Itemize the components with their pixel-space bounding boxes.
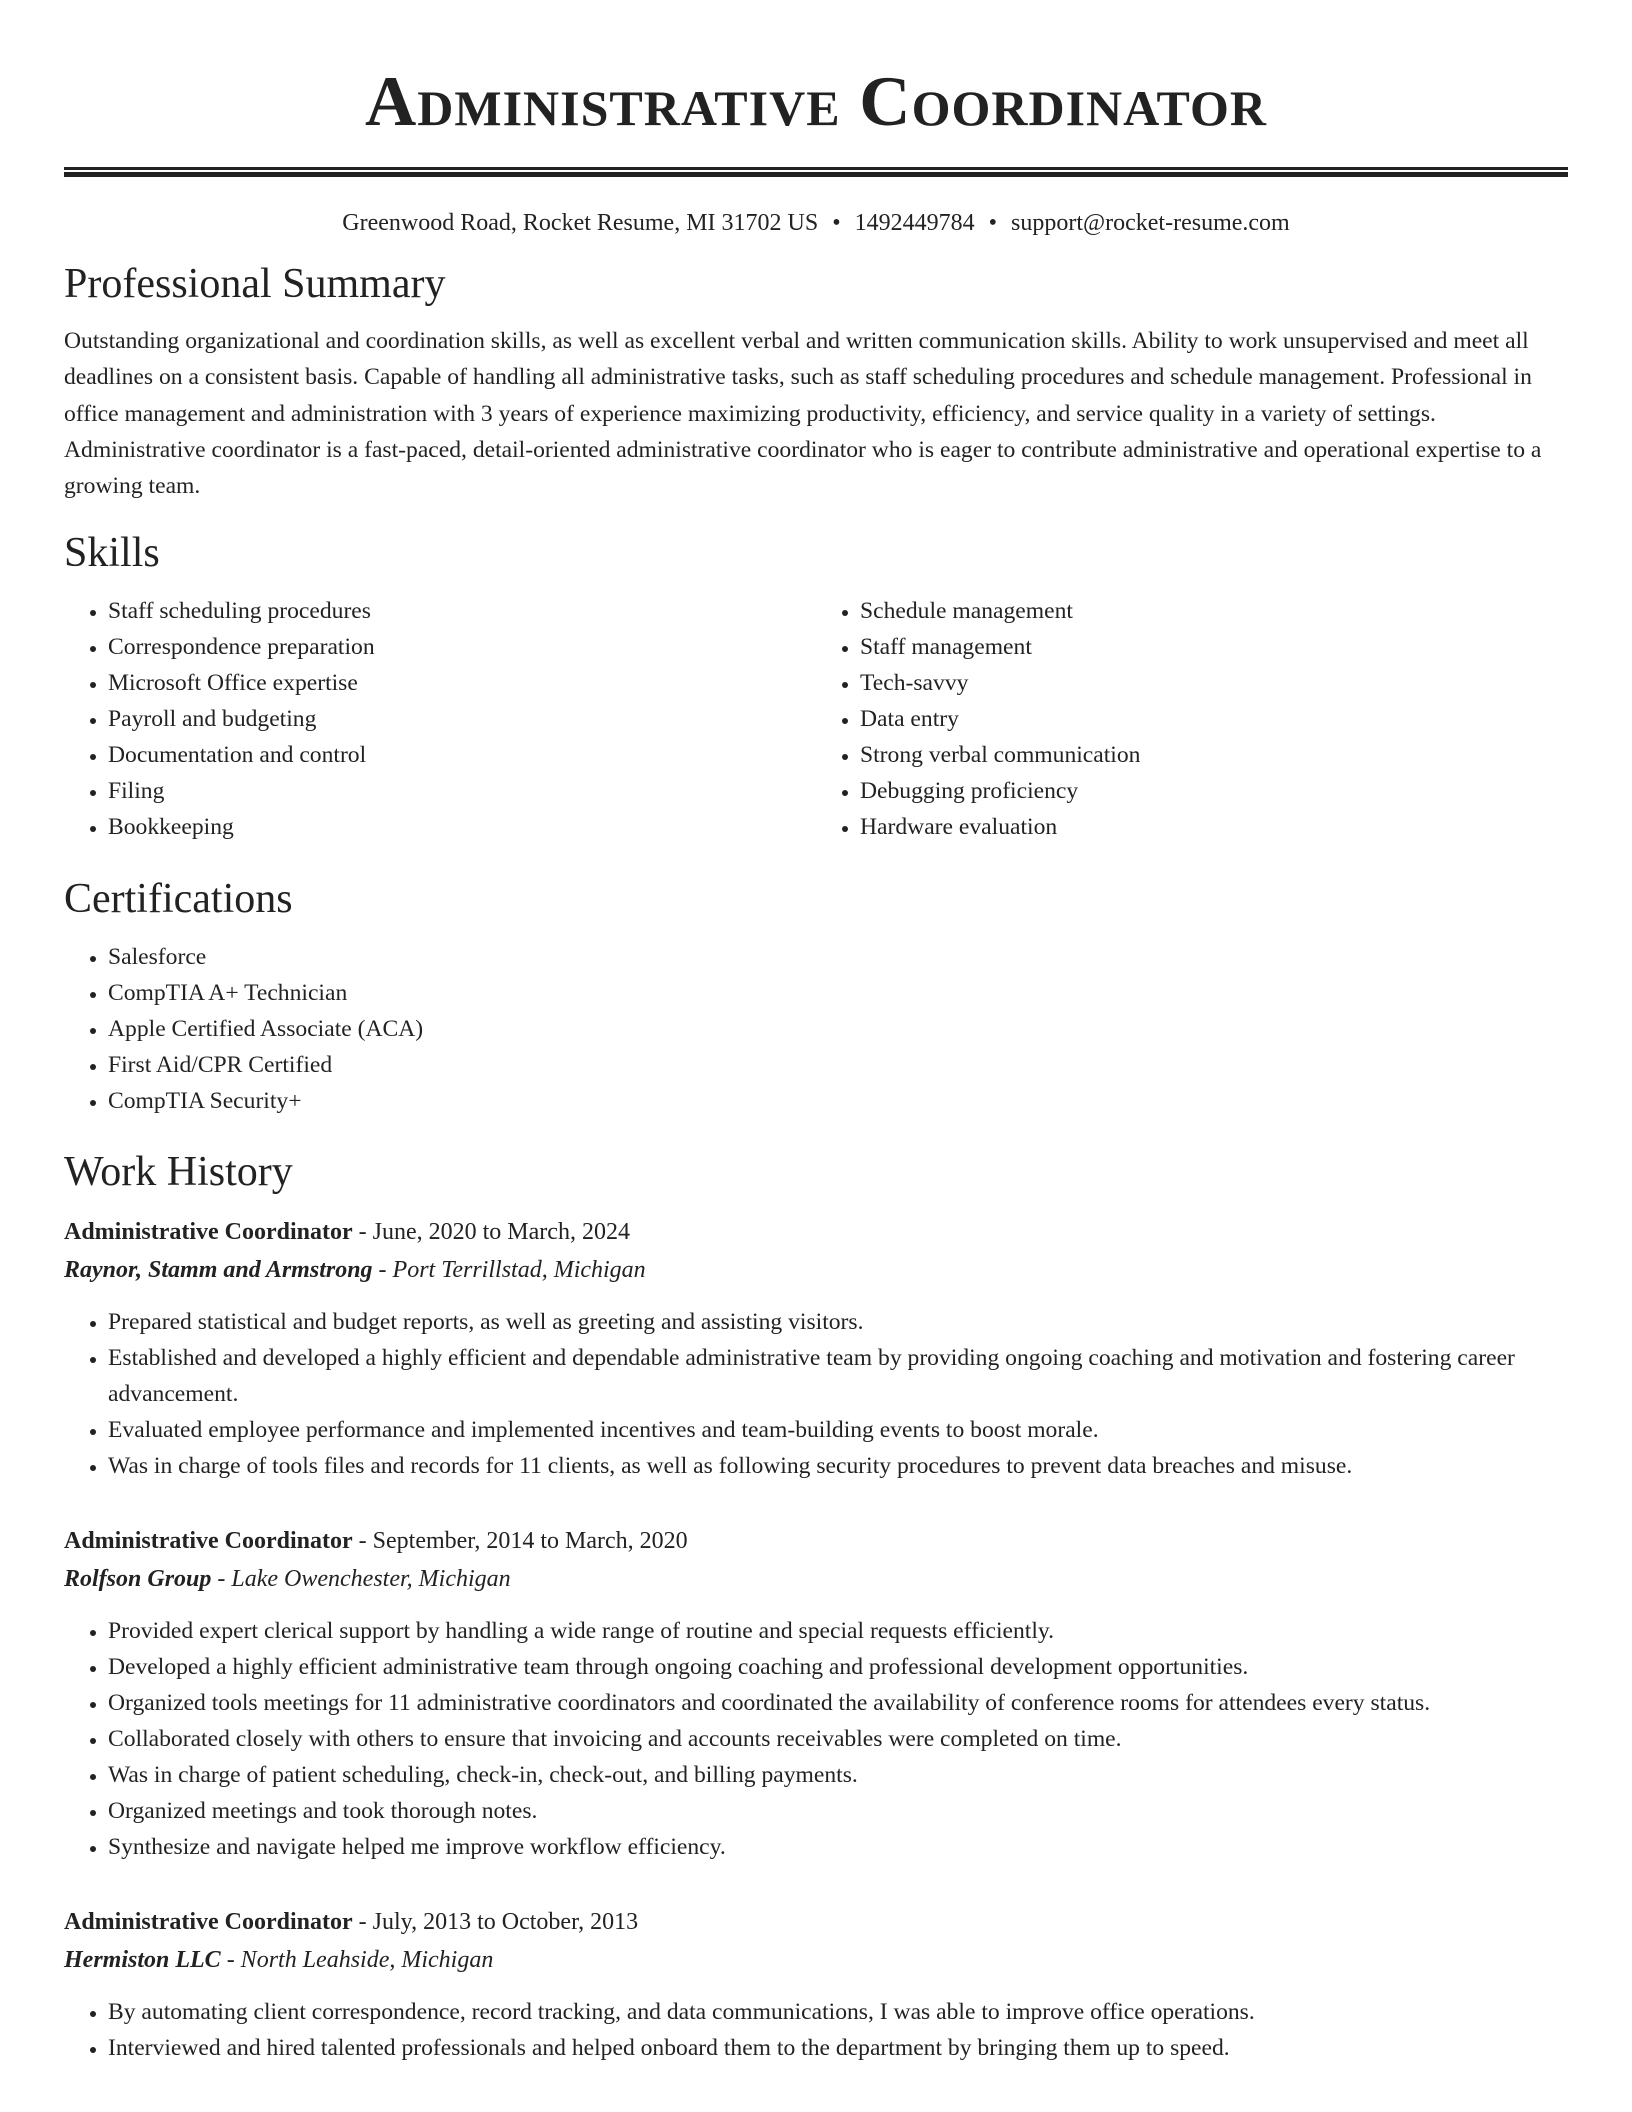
job-duties-list [64,1304,1568,1484]
job-duty: • Provided expert clerical support by handling a wide range of routine and special requests efficiently. [108,1613,1568,1649]
job-duties-list [64,1994,1568,2066]
certification-item: • Apple Certified Associate (ACA) [108,1011,1568,1047]
job-duty: • Synthesize and navigate helped me improve workflow efficiency. [108,1829,1568,1865]
skill-item: • Strong verbal communication [860,737,1568,773]
skill-item: • Documentation and control [108,737,816,773]
job-duties-list [64,1613,1568,1865]
job-company-line [64,1941,1568,1979]
job-location: - Lake Owenchester, Michigan [211,1566,511,1593]
contact-line [64,207,1568,239]
certification-item: • CompTIA A+ Technician [108,975,1568,1011]
skill-item: • Filing [108,773,816,809]
skill-item: • Data entry [860,701,1568,737]
skill-item: • Correspondence preparation [108,629,816,665]
skill-item: • Bookkeeping [108,809,816,845]
job-duty: • Was in charge of patient scheduling, check-in, check-out, and billing payments. [108,1757,1568,1793]
skills-list-left [64,593,816,845]
job-entry [64,1522,1568,1865]
job-company: Hermiston LLC [64,1947,221,1974]
certification-item: • First Aid/CPR Certified [108,1047,1568,1083]
work-history-heading: Work History [64,1149,293,1196]
job-role: Administrative Coordinator [64,1219,353,1246]
job-title-line [64,1903,1568,1941]
job-location: - North Leahside, Michigan [220,1947,494,1974]
summary-text: Outstanding organizational and coordination skills, as well as excellent verbal and written communication skills. Ability to work unsupervised and meet all deadlines on a consistent basis. Capable of handling all administrative tasks, such as staff scheduling procedures and schedule management. Professional in office management and administration with 3 years of experience maximizing productivity, efficiency, and service quality in a variety of settings. Administrative coordinator is a fast-paced, detail-oriented administrative coordinator who is eager to contribute administrative and operational expertise to a growing team. [64,328,1542,500]
skill-item: • Staff scheduling procedures [108,593,816,629]
resume-page [64,0,1568,2066]
contact-address: Greenwood Road, Rocket Resume, MI 31702 US [342,210,819,236]
job-entry [64,1213,1568,1484]
job-company-line [64,1560,1568,1598]
job-company: Raynor, Stamm and Armstrong [64,1257,373,1284]
job-duty: • Prepared statistical and budget reports, as well as greeting and assisting visitors. [108,1304,1568,1340]
job-company: Rolfson Group [64,1566,212,1593]
job-role: Administrative Coordinator [64,1528,353,1555]
skill-item: • Staff management [860,629,1568,665]
skills-list-right [816,593,1568,845]
skills-columns [64,593,1568,845]
certification-item: • CompTIA Security+ [108,1083,1568,1119]
contact-separator: • [988,210,998,236]
job-title-line [64,1522,1568,1560]
skill-item: • Tech-savvy [860,665,1568,701]
job-duty: • Was in charge of tools files and records for 11 clients, as well as following security procedures to prevent data breaches and misuse. [108,1448,1568,1484]
job-duty: • Organized meetings and took thorough notes. [108,1793,1568,1829]
skill-item: • Payroll and budgeting [108,701,816,737]
contact-phone: 1492449784 [854,210,975,236]
contact-separator: • [832,210,841,236]
title-divider [64,167,1568,177]
job-duty: • Established and developed a highly efficient and dependable administrative team by providing ongoing coaching and motivation and fostering career advancement. [108,1340,1568,1412]
job-duty: • By automating client correspondence, record tracking, and data communications, I was able to improve office operations. [108,1994,1568,2030]
skill-item: • Hardware evaluation [860,809,1568,845]
job-dates: - September, 2014 to March, 2020 [352,1528,688,1555]
skill-item: • Microsoft Office expertise [108,665,816,701]
summary-heading: Professional Summary [64,261,446,307]
skills-heading: Skills [64,530,160,577]
job-duty: • Evaluated employee performance and implemented incentives and team-building events to boost morale. [108,1412,1568,1448]
job-duty: • Interviewed and hired talented professionals and helped onboard them to the department by bringing them up to speed. [108,2030,1568,2066]
contact-email: support@rocket-resume.com [1011,210,1290,236]
job-title-line [64,1213,1568,1251]
job-location: - Port Terrillstad, Michigan [372,1257,646,1284]
job-entry [64,1903,1568,2066]
certifications-heading: Certifications [64,876,293,923]
skill-item: • Debugging proficiency [860,773,1568,809]
certification-item: • Salesforce [108,939,1568,975]
job-duty: • Organized tools meetings for 11 administrative coordinators and coordinated the availability of conference rooms for attendees every status. [108,1685,1568,1721]
job-duty: • Developed a highly efficient administrative team through ongoing coaching and professional development opportunities. [108,1649,1568,1685]
job-duty: • Collaborated closely with others to ensure that invoicing and accounts receivables were completed on time. [108,1721,1568,1757]
certifications-list [64,939,1568,1119]
job-dates: - July, 2013 to October, 2013 [352,1909,639,1936]
page-title: Administrative Coordinator [365,63,1267,141]
job-dates: - June, 2020 to March, 2024 [352,1219,630,1246]
skill-item: • Schedule management [860,593,1568,629]
job-company-line [64,1251,1568,1289]
job-role: Administrative Coordinator [64,1909,353,1936]
